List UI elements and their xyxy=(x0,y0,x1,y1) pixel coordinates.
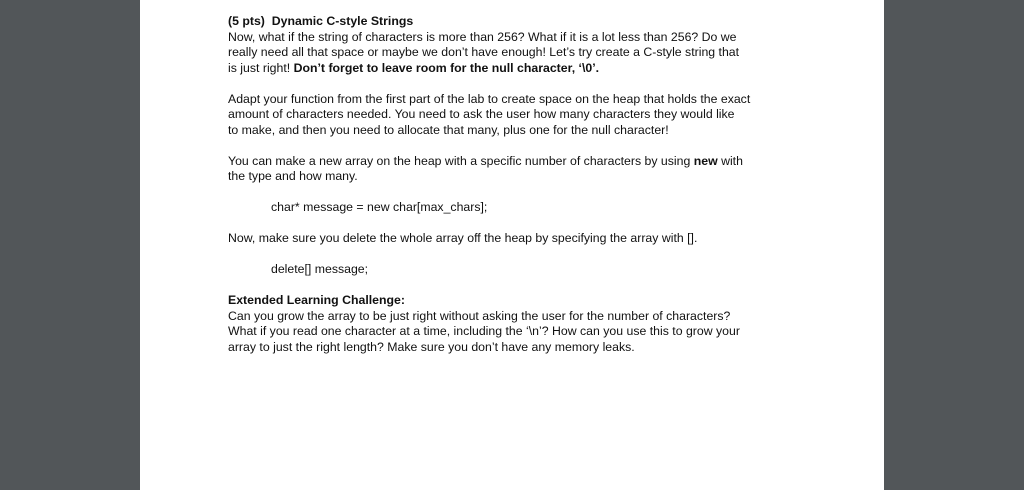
spacer xyxy=(228,185,818,201)
challenge-line3: array to just the right length? Make sure you don’t have any memory leaks. xyxy=(228,339,635,354)
para4: Now, make sure you delete the whole array off the heap by specifying the array with []. xyxy=(228,231,698,245)
document-page xyxy=(140,0,884,490)
challenge-title-text: Extended Learning Challenge: xyxy=(228,293,405,307)
spacer xyxy=(228,278,818,294)
challenge-line2: What if you read one character at a time, including the ‘\n’? How can you use this to grow your xyxy=(228,324,740,338)
para2-line2: amount of characters needed. You need to ask the user how many characters they would like xyxy=(228,107,735,121)
para1-line3-text: is just right! xyxy=(228,60,294,75)
para3-line1-end: with xyxy=(717,153,743,168)
section-heading xyxy=(228,14,818,30)
code-example-new: char* message = new char[max_chars]; xyxy=(271,200,488,214)
para2-line3: to make, and then you need to allocate that many, plus one for the null character! xyxy=(228,122,669,137)
para1-line2: really need all that space or maybe we don’t have enough! Let’s try create a C-style string that xyxy=(228,45,740,59)
para3-line1-text: You can make a new array on the heap with a specific number of characters by using xyxy=(228,153,694,168)
para2-line1: Adapt your function from the first part of the lab to create space on the heap that holds the exact xyxy=(228,91,751,106)
page-content xyxy=(228,14,818,355)
spacer xyxy=(228,216,818,232)
spacer xyxy=(228,247,818,263)
code-example-delete: delete[] message; xyxy=(271,262,369,276)
points-label: (5 pts) xyxy=(228,14,265,28)
challenge-line1: Can you grow the array to be just right without asking the user for the number of characters? xyxy=(228,308,731,323)
para1-line3 xyxy=(228,61,818,77)
spacer xyxy=(228,76,818,92)
spacer xyxy=(228,138,818,154)
section-title: Dynamic C-style Strings xyxy=(271,14,414,28)
para3-line2: the type and how many. xyxy=(228,169,358,183)
null-char-note: Don’t forget to leave room for the null character, ‘\0’. xyxy=(293,60,600,75)
para1-line1: Now, what if the string of characters is more than 256? What if it is a lot less than 256? Do we xyxy=(228,29,737,44)
new-keyword: new xyxy=(693,153,718,168)
challenge-title xyxy=(228,293,818,309)
para3-line1 xyxy=(228,154,818,170)
